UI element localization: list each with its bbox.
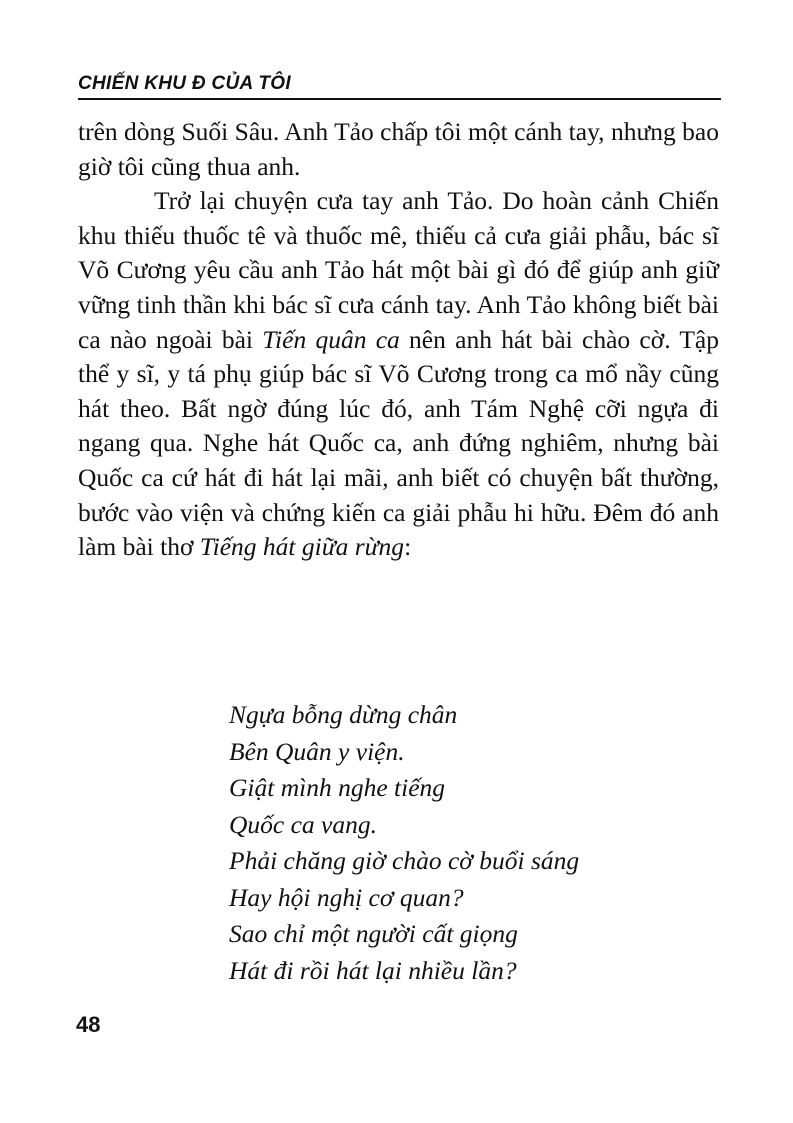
paragraph-2-part-1: Trở lại chuyện cưa tay anh Tảo. Do hoàn cảnh Chiến khu thiếu thuốc tê và thuốc mê, thiếu cả cưa giải phẫu, bác sĩ Võ Cương yêu cầu anh Tảo hát một bài gì đó để giúp anh giữ vững tinh thần khi bác sĩ cưa cánh tay. Anh Tảo không biết bài ca nào ngoài bài bbox=[78, 186, 719, 354]
poem-line: Ngựa bỗng dừng chân bbox=[229, 700, 458, 729]
paragraph-2-part-3: : bbox=[404, 532, 412, 562]
poem-line: Giật mình nghe tiếng bbox=[229, 773, 446, 802]
poem-line: Phải chăng giờ chào cờ buổi sáng bbox=[229, 846, 580, 875]
body-text bbox=[78, 115, 719, 565]
page-number: 48 bbox=[76, 1012, 101, 1037]
poem-title: Tiếng hát giữa rừng bbox=[199, 532, 405, 562]
poem-line: Bên Quân y viện. bbox=[229, 736, 405, 766]
poem-line: Sao chỉ một người cất giọng bbox=[229, 919, 518, 948]
poem-line: Hay hội nghị cơ quan? bbox=[229, 882, 464, 912]
paragraph-1: trên dòng Suối Sâu. Anh Tảo chấp tôi một cánh tay, nhưng bao giờ tôi cũng thua anh. bbox=[78, 117, 719, 181]
running-header bbox=[78, 72, 721, 100]
poem-line: Quốc ca vang. bbox=[229, 809, 377, 839]
paragraph-2-part-2: nên anh hát bài chào cờ. Tập thể y sĩ, y tá phụ giúp bác sĩ Võ Cương trong ca mổ nầy cũng hát theo. Bất ngờ đúng lúc đó, anh Tám Nghệ cỡi ngựa đi ngang qua. Nghe hát Quốc ca, anh đứng nghiêm, nhưng bài Quốc ca cứ hát đi hát lại mãi, anh biết có chuyện bất thường, bước vào viện và chứng kiến ca giải phẫu hi hữu. Đêm đó anh làm bài thơ bbox=[78, 324, 720, 562]
paragraph-2 bbox=[78, 184, 719, 565]
running-title: CHIẾN KHU Đ CỦA TÔI bbox=[78, 73, 291, 94]
poem-line: Hát đi rồi hát lại nhiều lần? bbox=[229, 955, 517, 985]
song-title: Tiến quân ca bbox=[262, 324, 400, 354]
poem bbox=[229, 697, 579, 989]
